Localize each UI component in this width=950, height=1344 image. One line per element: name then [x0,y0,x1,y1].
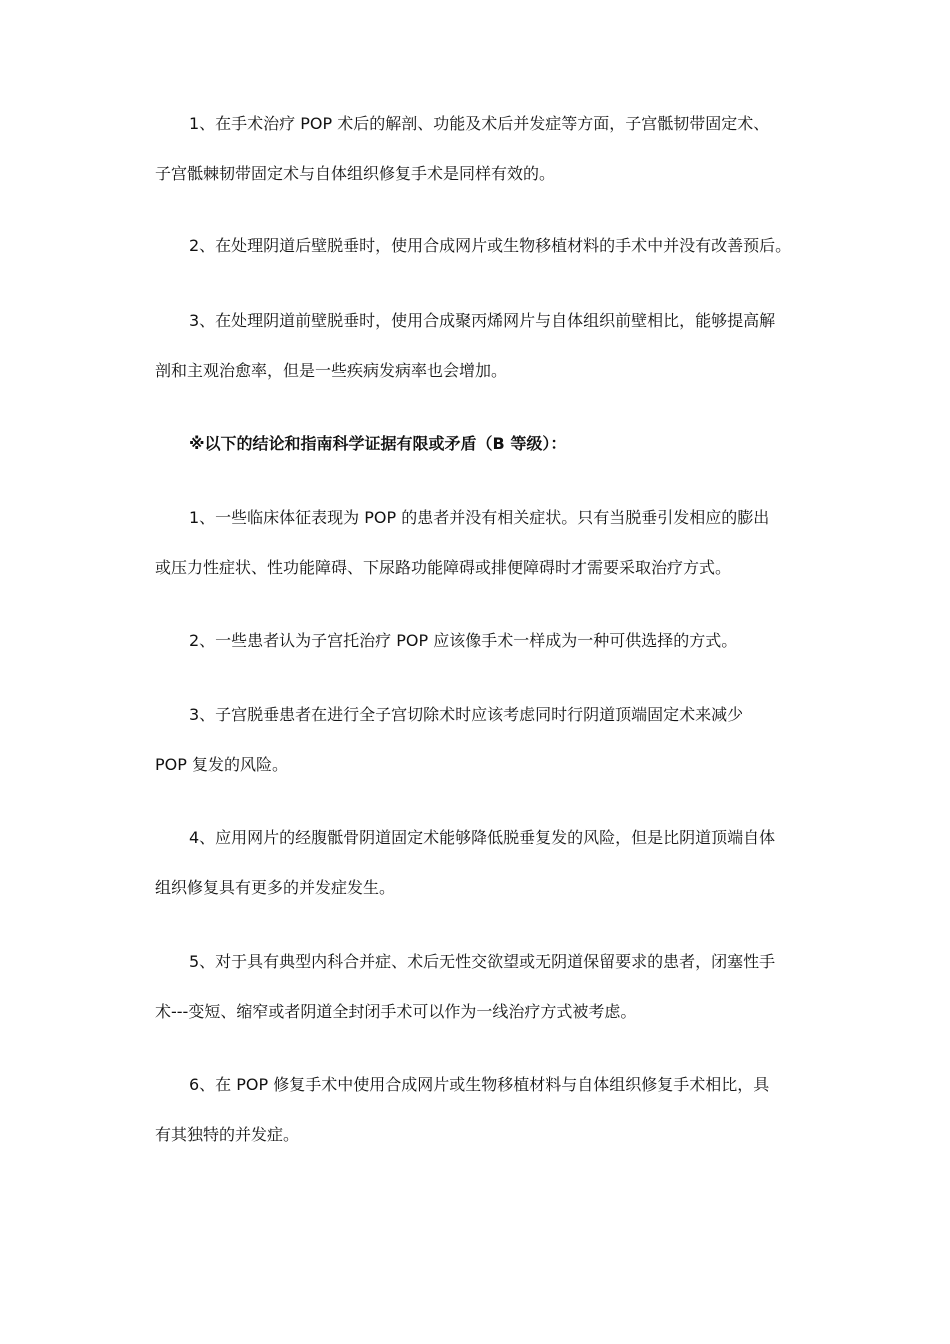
conclusion-b3-line1: 3、子宫脱垂患者在进行全子宫切除术时应该考虑同时行阴道顶端固定术来减少 [189,705,744,724]
conclusion-b6-line2: 有其独特的并发症。 [155,1125,300,1144]
conclusion-b6-line1: 6、在 POP 修复手术中使用合成网片或生物移植材料与自体组织修复手术相比，具 [189,1075,770,1094]
conclusion-b5-line2: 术---变短、缩窄或者阴道全封闭手术可以作为一线治疗方式被考虑。 [155,1002,637,1021]
conclusion-b4-line1: 4、应用网片的经腹骶骨阴道固定术能够降低脱垂复发的风险，但是比阴道顶端自体 [189,828,776,847]
conclusion-a3-line1: 3、在处理阴道前壁脱垂时，使用合成聚丙烯网片与自体组织前壁相比，能够提高解 [189,311,776,330]
conclusion-b4-line2: 组织修复具有更多的并发症发生。 [155,878,396,897]
conclusion-a2-line1: 2、在处理阴道后壁脱垂时，使用合成网片或生物移植材料的手术中并没有改善预后。 [189,236,792,255]
conclusion-a1-line2: 子宫骶棘韧带固定术与自体组织修复手术是同样有效的。 [155,164,556,183]
conclusion-a1-line1: 1、在手术治疗 POP 术后的解剖、功能及术后并发症等方面，子宫骶韧带固定术、 [189,114,770,133]
conclusion-b1-line1: 1、一些临床体征表现为 POP 的患者并没有相关症状。只有当脱垂引发相应的膨出 [189,508,770,527]
b-level-heading: ※以下的结论和指南科学证据有限或矛盾（B 等级）： [189,434,567,453]
conclusion-b1-line2: 或压力性症状、性功能障碍、下尿路功能障碍或排便障碍时才需要采取治疗方式。 [155,558,732,577]
conclusion-b2-line1: 2、一些患者认为子宫托治疗 POP 应该像手术一样成为一种可供选择的方式。 [189,631,738,650]
conclusion-b3-line2: POP 复发的风险。 [155,755,288,774]
conclusion-a3-line2: 剖和主观治愈率，但是一些疾病发病率也会增加。 [155,361,508,380]
conclusion-b5-line1: 5、对于具有典型内科合并症、术后无性交欲望或无阴道保留要求的患者，闭塞性手 [189,952,776,971]
